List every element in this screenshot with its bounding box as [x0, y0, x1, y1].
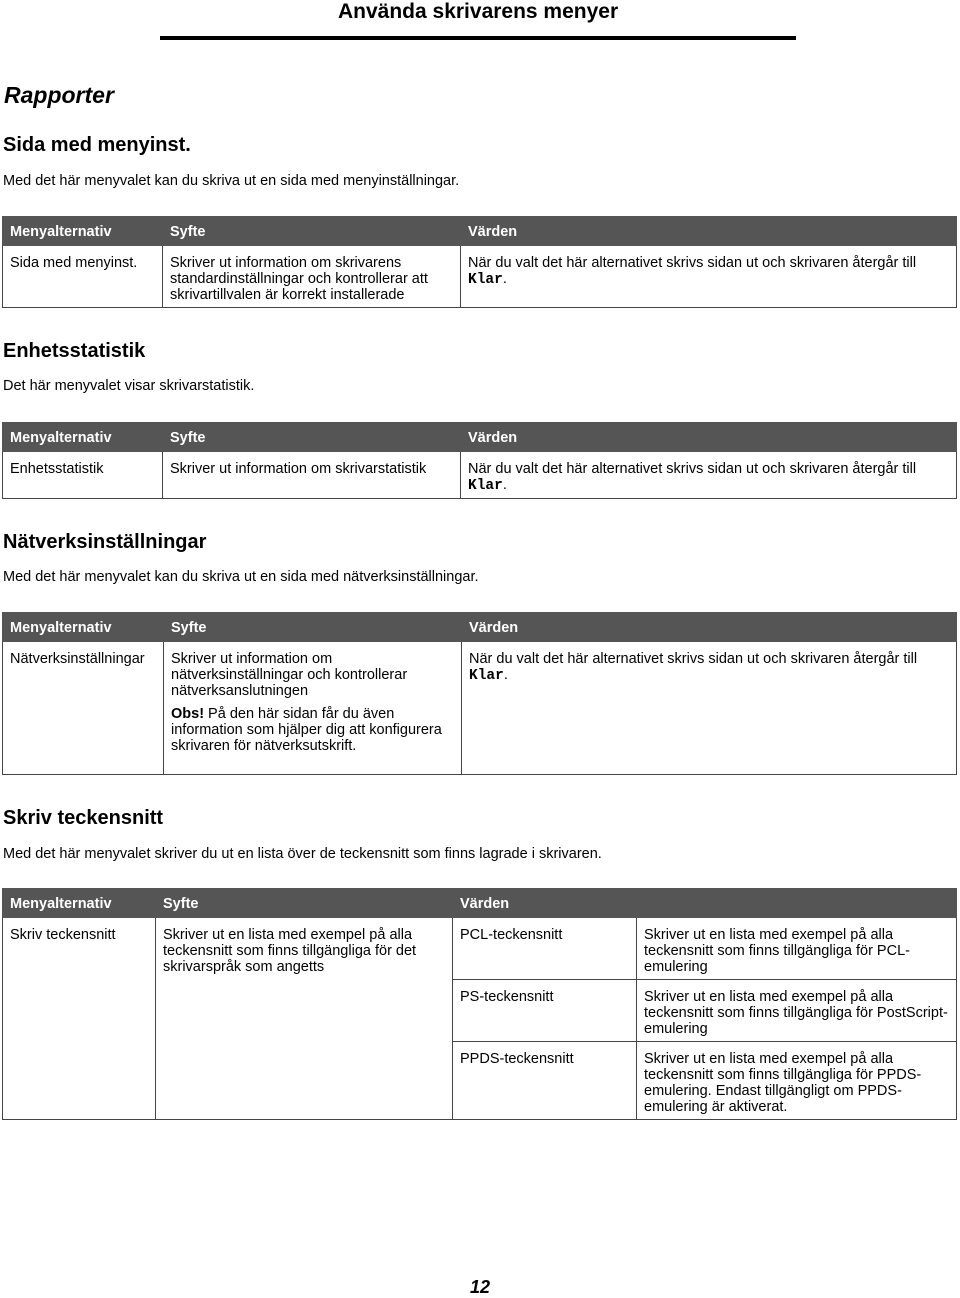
table-header-row	[3, 423, 957, 452]
table-network-settings	[2, 612, 957, 775]
section-intro-network-settings: Med det här menyvalet kan du skriva ut en sida med nätverksinställningar.	[3, 569, 479, 585]
column-header-purpose: Syfte	[164, 613, 462, 642]
note-label: Obs!	[171, 706, 205, 722]
cell-purpose	[164, 642, 462, 775]
values-suffix: .	[503, 667, 508, 683]
values-text: När du valt det här alternativet skrivs sidan ut och skrivaren återgår till	[468, 255, 917, 271]
section-title-menu-settings-page: Sida med menyinst.	[3, 134, 191, 156]
table-device-statistics	[2, 422, 957, 499]
cell-option-name: PPDS-teckensnitt	[453, 1042, 637, 1120]
column-header-values: Värden	[461, 423, 957, 452]
cell-purpose: Skriver ut information om skrivarens standardinställningar och kontrollerar att skrivartillvalen är korrekt installerade	[163, 246, 461, 308]
section-title-network-settings: Nätverksinställningar	[3, 531, 207, 553]
cell-values	[461, 246, 957, 308]
column-header-values: Värden	[461, 217, 957, 246]
page-number: 12	[469, 1277, 491, 1297]
table-print-fonts	[2, 888, 957, 1120]
values-text: När du valt det här alternativet skrivs sidan ut och skrivaren återgår till	[468, 461, 917, 477]
section-title-print-fonts: Skriv teckensnitt	[3, 807, 164, 829]
cell-option-description: Skriver ut en lista med exempel på alla teckensnitt som finns tillgängliga för PostScript-emulering	[637, 980, 957, 1042]
table-row	[3, 246, 957, 308]
cell-option-name: PCL-teckensnitt	[453, 918, 637, 980]
column-header-values: Värden	[453, 889, 957, 918]
table-menu-settings-page	[2, 216, 957, 308]
cell-values	[462, 642, 957, 775]
chapter-title: Rapporter	[4, 82, 114, 108]
cell-purpose: Skriver ut en lista med exempel på alla teckensnitt som finns tillgängliga för det skrivarspråk som angetts	[156, 918, 453, 1120]
table-row	[3, 642, 957, 775]
table-header-row	[3, 613, 957, 642]
values-suffix: .	[502, 477, 507, 493]
values-code: Klar	[468, 272, 503, 288]
column-header-values: Värden	[462, 613, 957, 642]
column-header-purpose: Syfte	[163, 217, 461, 246]
table-row	[3, 452, 957, 499]
cell-menu-item: Nätverksinställningar	[3, 642, 164, 775]
column-header-menu-item: Menyalternativ	[3, 217, 163, 246]
section-intro-menu-settings-page: Med det här menyvalet kan du skriva ut en sida med menyinställningar.	[3, 173, 460, 189]
table-header-row	[3, 217, 957, 246]
cell-option-description: Skriver ut en lista med exempel på alla teckensnitt som finns tillgängliga för PPDS-emulering. Endast tillgängligt om PPDS-emulering är aktiverat.	[637, 1042, 957, 1120]
purpose-text: Skriver ut information om nätverksinställningar och kontrollerar nätverksanslutningen	[171, 651, 408, 699]
running-header	[160, 0, 796, 40]
column-header-menu-item: Menyalternativ	[3, 613, 164, 642]
cell-option-description: Skriver ut en lista med exempel på alla teckensnitt som finns tillgängliga för PCL-emulering	[637, 918, 957, 980]
cell-menu-item: Enhetsstatistik	[3, 452, 163, 499]
table-row	[3, 918, 957, 980]
values-text: När du valt det här alternativet skrivs sidan ut och skrivaren återgår till	[469, 651, 918, 667]
cell-option-name: PS-teckensnitt	[453, 980, 637, 1042]
column-header-menu-item: Menyalternativ	[3, 423, 163, 452]
values-code: Klar	[469, 668, 504, 684]
section-title-device-statistics: Enhetsstatistik	[3, 340, 146, 362]
note-text: På den här sidan får du även information som hjälper dig att konfigurera skrivaren för nätverksutskrift.	[171, 706, 442, 754]
column-header-menu-item: Menyalternativ	[3, 889, 156, 918]
cell-purpose: Skriver ut information om skrivarstatistik	[163, 452, 461, 499]
cell-menu-item: Skriv teckensnitt	[3, 918, 156, 1120]
section-intro-device-statistics: Det här menyvalet visar skrivarstatistik.	[3, 378, 255, 394]
values-code: Klar	[468, 478, 503, 494]
cell-values	[461, 452, 957, 499]
note	[171, 706, 454, 754]
column-header-purpose: Syfte	[156, 889, 453, 918]
table-header-row	[3, 889, 957, 918]
cell-menu-item: Sida med menyinst.	[3, 246, 163, 308]
running-header-title: Använda skrivarens menyer	[338, 0, 619, 23]
column-header-purpose: Syfte	[163, 423, 461, 452]
section-intro-print-fonts: Med det här menyvalet skriver du ut en lista över de teckensnitt som finns lagrade i skrivaren.	[3, 846, 602, 862]
values-suffix: .	[502, 271, 507, 287]
